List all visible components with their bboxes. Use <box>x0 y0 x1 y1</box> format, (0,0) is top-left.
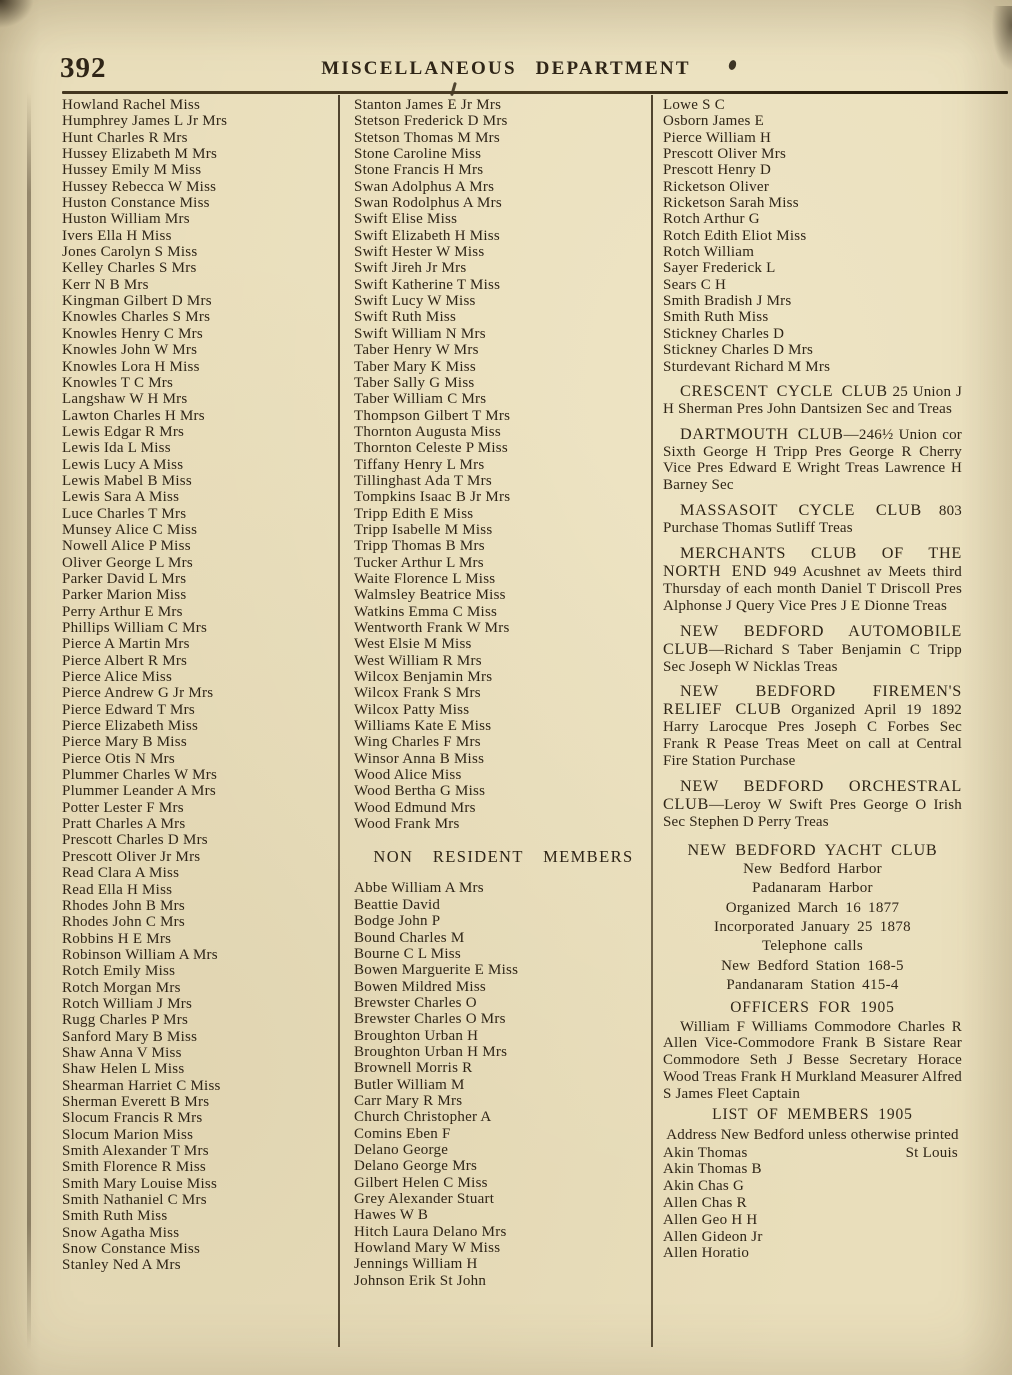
directory-entry: Waite Florence L Miss <box>354 570 496 587</box>
yacht-club-heading: NEW BEDFORD YACHT CLUB <box>687 840 938 859</box>
directory-entry: Prescott Charles D Mrs <box>62 832 208 849</box>
directory-entry: Pratt Charles A Mrs <box>62 816 186 833</box>
directory-entry: Shaw Helen L Miss <box>62 1061 185 1078</box>
directory-entry: Church Christopher A <box>354 1109 492 1126</box>
directory-entry: Sears C H <box>663 276 727 293</box>
directory-entry: Lawton Charles H Mrs <box>62 407 205 424</box>
yacht-club-info-line: Organized March 16 1877 <box>725 899 900 916</box>
directory-entry: Oliver George L Mrs <box>62 554 193 571</box>
directory-entry: Watkins Emma C Miss <box>354 603 498 620</box>
officers-heading: OFFICERS FOR 1905 <box>730 998 895 1016</box>
directory-entry: Smith Nathaniel C Mrs <box>62 1192 207 1209</box>
directory-entry: Langshaw W H Mrs <box>62 391 188 408</box>
directory-entry: Pierce Mary B Miss <box>62 734 187 751</box>
directory-entry: Taber Sally G Miss <box>354 374 475 391</box>
member-name: Akin Thomas B <box>663 1161 762 1178</box>
directory-entry: Taber Henry W Mrs <box>354 342 479 359</box>
directory-entry: Kerr N B Mrs <box>62 276 149 293</box>
club-name: NEW BEDFORD FIREMEN'S RELIEF CLUB <box>663 682 962 719</box>
directory-entry: Gilbert Helen C Miss <box>354 1174 488 1191</box>
directory-entry: West Elsie M Miss <box>354 636 472 653</box>
directory-entry: Parker Marion Miss <box>62 587 187 604</box>
directory-entry: Lewis Lucy A Miss <box>62 456 184 473</box>
directory-entry: Swift Lucy W Miss <box>354 293 476 310</box>
directory-entry: Read Clara A Miss <box>62 865 180 882</box>
directory-entry: West William R Mrs <box>354 652 482 669</box>
directory-entry: Wood Frank Mrs <box>354 816 460 833</box>
directory-entry: Delano George <box>354 1141 449 1158</box>
directory-entry: Tripp Isabelle M Miss <box>354 521 493 538</box>
directory-entry: Hitch Laura Delano Mrs <box>354 1223 507 1240</box>
directory-entry: Pierce Alice Miss <box>62 669 173 686</box>
member-name: Allen Horatio <box>663 1245 750 1262</box>
directory-entry: Kingman Gilbert D Mrs <box>62 293 212 310</box>
directory-entry: Shaw Anna V Miss <box>62 1044 182 1061</box>
directory-entry: Ricketson Sarah Miss <box>663 195 799 212</box>
directory-entry: Tucker Arthur L Mrs <box>354 554 484 571</box>
directory-entry: Jones Carolyn S Miss <box>62 244 198 261</box>
club-entry: CRESCENT CYCLE CLUB 25 Union J H Sherman Pres John Dantsizen Sec and Treas <box>663 381 962 417</box>
directory-entry: Ricketson Oliver <box>663 178 770 195</box>
member-row <box>663 1178 962 1195</box>
club-entry: NEW BEDFORD ORCHESTRAL CLUB—Leroy W Swift Pres George O Irish Sec Stephen D Perry Treas <box>663 776 962 830</box>
non-resident-members-heading: NON RESIDENT MEMBERS <box>373 847 634 867</box>
directory-entry: Stone Caroline Miss <box>354 146 482 163</box>
directory-entry: Prescott Oliver Jr Mrs <box>62 848 201 865</box>
directory-entry: Lewis Mabel B Miss <box>62 472 192 489</box>
club-name: MASSASOIT CYCLE CLUB <box>680 501 922 520</box>
directory-entry: Tiffany Henry L Mrs <box>354 456 485 473</box>
member-row <box>663 1161 962 1178</box>
directory-entry: Rugg Charles P Mrs <box>62 1012 189 1029</box>
directory-entry: Tripp Thomas B Mrs <box>354 538 485 555</box>
directory-entry: Stanley Ned A Mrs <box>62 1257 181 1274</box>
clubs-list <box>663 383 962 831</box>
directory-entry: Lewis Sara A Miss <box>62 489 180 506</box>
directory-entry: Pierce Albert R Mrs <box>62 652 188 669</box>
directory-entry: Rotch Morgan Mrs <box>62 979 181 996</box>
scan-gutter-shadow <box>27 92 31 1350</box>
directory-entry: Swift William N Mrs <box>354 325 486 342</box>
directory-entry: Pierce Edward T Mrs <box>62 701 195 718</box>
directory-entry: Hussey Emily M Miss <box>62 162 202 179</box>
columns <box>62 97 1010 1289</box>
yacht-members-list <box>663 1145 962 1263</box>
directory-entry: Swift Ruth Miss <box>354 309 457 326</box>
directory-entry: Swift Elise Miss <box>354 211 458 228</box>
officers-paragraph: William F Williams Commodore Charles R Allen Vice-Commodore Frank B Sistare Rear Commodore Seth J Besse Secretary Horace Wood Treas Frank H Murkland Measurer Alfred S James Fleet Captain <box>663 1018 963 1103</box>
club-entry: MERCHANTS CLUB OF THE NORTH END 949 Acushnet av Meets third Thursday of each month Daniel T Driscoll Pres Alphonse J Query Vice Pres J E Dionne Treas <box>663 544 962 614</box>
club-name: NEW BEDFORD ORCHESTRAL CLUB <box>663 776 962 813</box>
club-name: DARTMOUTH CLUB <box>680 424 844 443</box>
yacht-club-info-line: New Bedford Harbor <box>743 860 882 877</box>
directory-entry: Wing Charles F Mrs <box>354 734 481 751</box>
directory-entry: Bodge John P <box>354 913 441 930</box>
yacht-club-info-line: New Bedford Station 168-5 <box>721 957 904 974</box>
directory-entry: Rotch Arthur G <box>663 211 760 228</box>
directory-entry: Snow Agatha Miss <box>62 1224 180 1241</box>
member-row <box>663 1212 962 1229</box>
club-name: NEW BEDFORD AUTOMOBILE CLUB <box>663 621 962 658</box>
directory-entry: Sayer Frederick L <box>663 260 776 277</box>
resident-members-list <box>354 97 653 832</box>
directory-entry: Abbe William A Mrs <box>354 880 484 897</box>
directory-entry: Smith Florence R Miss <box>62 1159 207 1176</box>
directory-entry: Wilcox Frank S Mrs <box>354 685 481 702</box>
directory-entry: Smith Ruth Miss <box>62 1208 168 1225</box>
scan-artifact <box>0 0 34 28</box>
directory-entry: Knowles T C Mrs <box>62 374 174 391</box>
club-name: CRESCENT CYCLE CLUB <box>680 381 888 400</box>
directory-entry: Hawes W B <box>354 1207 429 1224</box>
directory-entry: Robbins H E Mrs <box>62 930 172 947</box>
directory-entry: Munsey Alice C Miss <box>62 521 198 538</box>
directory-entry: Pierce Otis N Mrs <box>62 750 175 767</box>
directory-entry: Tillinghast Ada T Mrs <box>354 472 492 489</box>
directory-entry: Hunt Charles R Mrs <box>62 129 188 146</box>
directory-entry: Pierce Andrew G Jr Mrs <box>62 685 214 702</box>
club-entry: NEW BEDFORD FIREMEN'S RELIEF CLUB Organized April 19 1892 Harry Larocque Pres Joseph C Forbes Sec Frank R Pease Treas Meet on call at Central Fire Station Purchase <box>663 682 962 770</box>
directory-entry: Rotch Edith Eliot Miss <box>663 227 807 244</box>
directory-entry: Swan Adolphus A Mrs <box>354 178 495 195</box>
directory-entry: Thompson Gilbert T Mrs <box>354 407 511 424</box>
directory-entry: Howland Rachel Miss <box>62 97 201 113</box>
directory-entry: Pierce Elizabeth Miss <box>62 718 199 735</box>
directory-entry: Read Ella H Miss <box>62 881 173 898</box>
member-name: Allen Geo H H <box>663 1211 758 1228</box>
yacht-club-info-line: Pandanaram Station 415-4 <box>726 977 899 994</box>
directory-entry: Tripp Edith E Miss <box>354 505 474 522</box>
directory-entry: Knowles Lora H Miss <box>62 358 200 375</box>
directory-entry: Swift Jireh Jr Mrs <box>354 260 467 277</box>
directory-entry: Bound Charles M <box>354 929 465 946</box>
directory-entry: Potter Lester F Mrs <box>62 799 184 816</box>
directory-entry: Knowles John W Mrs <box>62 342 198 359</box>
member-row <box>663 1229 962 1246</box>
yacht-club-info-lines <box>663 860 962 996</box>
member-name: Allen Chas R <box>663 1195 747 1212</box>
directory-entry: Brownell Morris R <box>354 1060 473 1077</box>
directory-entry: Rotch William <box>663 244 755 261</box>
directory-entry: Bowen Mildred Miss <box>354 978 486 995</box>
club-entry: NEW BEDFORD AUTOMOBILE CLUB—Richard S Taber Benjamin C Tripp Sec Joseph W Nicklas Treas <box>663 621 962 675</box>
directory-entry: Thornton Augusta Miss <box>354 423 501 440</box>
directory-entry: Slocum Francis R Mrs <box>62 1110 203 1127</box>
directory-entry: Plummer Charles W Mrs <box>62 767 218 784</box>
directory-entry: Smith Bradish J Mrs <box>663 293 792 310</box>
member-name: Akin Thomas <box>663 1144 748 1161</box>
directory-entry: Lowe S C <box>663 97 725 113</box>
directory-entry: Nowell Alice P Miss <box>62 538 191 555</box>
directory-entry: Luce Charles T Mrs <box>62 505 187 522</box>
directory-entry: Williams Kate E Miss <box>354 718 492 735</box>
directory-entry: Pierce A Martin Mrs <box>62 636 190 653</box>
directory-entry: Knowles Henry C Mrs <box>62 325 203 342</box>
page-number: 392 <box>60 52 107 84</box>
directory-entry: Taber William C Mrs <box>354 391 487 408</box>
directory-entry: Humphrey James L Jr Mrs <box>62 113 228 130</box>
directory-entry: Prescott Oliver Mrs <box>663 146 787 163</box>
directory-entry: Broughton Urban H Mrs <box>354 1043 508 1060</box>
directory-entry: Smith Alexander T Mrs <box>62 1143 209 1159</box>
club-entry: DARTMOUTH CLUB—246½ Union cor Sixth George H Tripp Pres George R Cherry Vice Pres Edward E Wright Treas Lawrence H Barney Sec <box>663 424 962 494</box>
directory-entry: Howland Mary W Miss <box>354 1240 501 1257</box>
club-name: MERCHANTS CLUB OF THE NORTH END <box>663 544 962 580</box>
yacht-club-info-line: Incorporated January 25 1878 <box>714 918 911 935</box>
directory-entry: Wilcox Benjamin Mrs <box>354 669 493 686</box>
members-list-heading: LIST OF MEMBERS 1905 <box>712 1106 913 1124</box>
column-3 <box>653 97 1010 1262</box>
directory-entry: Wood Bertha G Miss <box>354 783 486 800</box>
directory-entry: Carr Mary R Mrs <box>354 1092 463 1109</box>
directory-entry: Lewis Edgar R Mrs <box>62 423 185 440</box>
directory-entry: Stetson Frederick D Mrs <box>354 113 508 130</box>
directory-entry: Perry Arthur E Mrs <box>62 603 183 620</box>
directory-entry: Comins Eben F <box>354 1125 451 1142</box>
member-row <box>663 1145 962 1162</box>
directory-entry: Delano George Mrs <box>354 1158 478 1175</box>
directory-entry: Tompkins Isaac B Jr Mrs <box>354 489 511 506</box>
directory-entry: Sanford Mary B Miss <box>62 1028 198 1045</box>
directory-entry: Swift Katherine T Miss <box>354 276 501 293</box>
directory-entry: Swan Rodolphus A Mrs <box>354 195 502 212</box>
scan-artifact <box>450 82 456 96</box>
directory-entry: Kelley Charles S Mrs <box>62 260 197 277</box>
directory-entry: Osborn James E <box>663 113 764 130</box>
directory-entry: Huston William Mrs <box>62 211 190 228</box>
directory-entry: Stanton James E Jr Mrs <box>354 97 502 113</box>
club-entry: MASSASOIT CYCLE CLUB 803 Purchase Thomas Sutliff Treas <box>663 501 962 537</box>
directory-entry: Rotch William J Mrs <box>62 995 193 1012</box>
directory-entry: Walmsley Beatrice Miss <box>354 587 506 604</box>
directory-entry: Broughton Urban H <box>354 1027 479 1044</box>
member-name: Allen Gideon Jr <box>663 1228 763 1245</box>
directory-entry: Sturdevant Richard M Mrs <box>663 358 831 375</box>
directory-entry: Rhodes John B Mrs <box>62 897 186 914</box>
directory-entry: Stickney Charles D Mrs <box>663 342 814 359</box>
directory-entry: Phillips William C Mrs <box>62 620 208 636</box>
yacht-club-info-line: Telephone calls <box>762 938 863 955</box>
directory-entry: Sherman Everett B Mrs <box>62 1093 210 1110</box>
directory-entry: Stone Francis H Mrs <box>354 162 484 179</box>
members-address-note: Address New Bedford unless otherwise printed <box>666 1127 959 1144</box>
directory-entry: Swift Hester W Miss <box>354 244 485 261</box>
directory-entry: Smith Ruth Miss <box>663 309 769 326</box>
directory-entry: Wood Edmund Mrs <box>354 799 476 816</box>
column-2 <box>340 97 653 1289</box>
directory-entry: Shearman Harriet C Miss <box>62 1077 221 1094</box>
member-row <box>663 1245 962 1262</box>
directory-entry: Pierce William H <box>663 129 772 146</box>
directory-entry: Prescott Henry D <box>663 162 772 179</box>
column-1 <box>62 97 340 1274</box>
directory-entry: Thornton Celeste P Miss <box>354 440 508 457</box>
directory-entry: Ivers Ella H Miss <box>62 227 172 244</box>
directory-entry: Parker David L Mrs <box>62 570 187 587</box>
directory-entry: Bowen Marguerite E Miss <box>354 962 519 979</box>
directory-entry: Winsor Anna B Miss <box>354 750 485 767</box>
directory-entry: Stickney Charles D <box>663 325 785 342</box>
non-resident-members-list <box>354 880 653 1289</box>
yacht-club-info-line: Padanaram Harbor <box>752 880 873 897</box>
directory-entry: Plummer Leander A Mrs <box>62 783 216 800</box>
directory-entry: Rhodes John C Mrs <box>62 914 186 931</box>
yacht-club-section <box>663 841 962 1263</box>
member-location: St Louis <box>905 1144 958 1161</box>
page-title: MISCELLANEOUS DEPARTMENT <box>321 58 691 79</box>
directory-entry: Rotch Emily Miss <box>62 963 176 980</box>
directory-entry: Grey Alexander Stuart <box>354 1191 495 1207</box>
directory-entry: Wood Alice Miss <box>354 767 462 784</box>
members-list <box>663 97 962 375</box>
directory-entry: Robinson William A Mrs <box>62 946 218 963</box>
directory-entry: Jennings William H <box>354 1256 478 1273</box>
member-name: Akin Chas G <box>663 1178 745 1195</box>
directory-entry: Knowles Charles S Mrs <box>62 309 211 326</box>
directory-entry: Taber Mary K Miss <box>354 358 476 375</box>
directory-entry: Brewster Charles O Mrs <box>354 1011 506 1028</box>
directory-entry: Bourne C L Miss <box>354 945 461 962</box>
directory-entry: Huston Constance Miss <box>62 195 210 212</box>
directory-entry: Lewis Ida L Miss <box>62 440 171 457</box>
directory-entry: Hussey Rebecca W Miss <box>62 178 217 195</box>
directory-entry: Stetson Thomas M Mrs <box>354 129 500 146</box>
directory-entry: Beattie David <box>354 896 441 913</box>
directory-entry: Butler William M <box>354 1076 465 1093</box>
directory-entry: Wentworth Frank W Mrs <box>354 620 510 636</box>
directory-entry: Snow Constance Miss <box>62 1241 201 1258</box>
directory-entry: Johnson Erik St John <box>354 1272 487 1289</box>
header-rule <box>62 91 1008 94</box>
directory-entry: Swift Elizabeth H Miss <box>354 227 500 244</box>
directory-entry: Brewster Charles O <box>354 994 477 1011</box>
directory-entry: Wilcox Patty Miss <box>354 701 470 718</box>
directory-entry: Hussey Elizabeth M Mrs <box>62 146 218 163</box>
directory-entry: Slocum Marion Miss <box>62 1126 194 1143</box>
directory-entry: Smith Mary Louise Miss <box>62 1175 218 1192</box>
member-row <box>663 1195 962 1212</box>
